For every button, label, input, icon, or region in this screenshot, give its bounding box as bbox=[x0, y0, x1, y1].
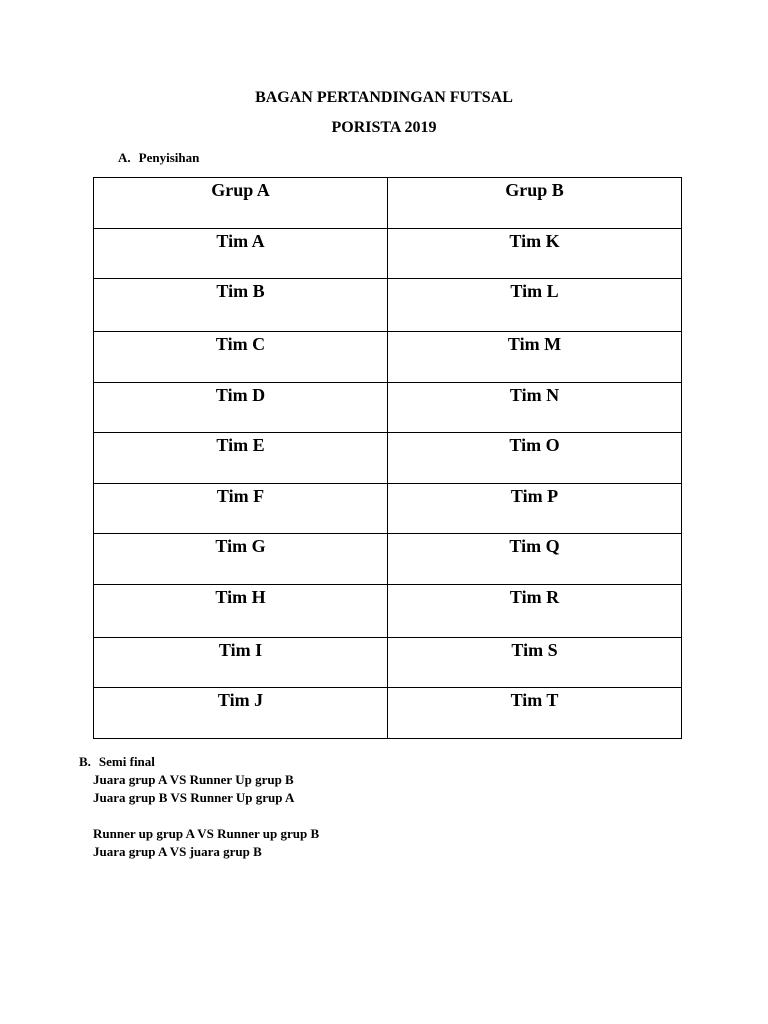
section-b bbox=[79, 753, 319, 861]
table-cell: Tim N bbox=[388, 382, 682, 433]
document-title: BAGAN PERTANDINGAN FUTSAL bbox=[255, 89, 513, 106]
table-row bbox=[94, 688, 682, 739]
section-a-number: A. bbox=[118, 150, 131, 165]
match-line: Juara grup A VS Runner Up grup B bbox=[93, 772, 294, 787]
table-cell: Tim A bbox=[94, 228, 388, 279]
header-grup-b: Grup B bbox=[388, 178, 682, 229]
table-cell: Tim R bbox=[388, 584, 682, 637]
spacer bbox=[79, 807, 319, 825]
table-row bbox=[94, 433, 682, 484]
table-cell: Tim P bbox=[388, 483, 682, 534]
table-cell: Tim S bbox=[388, 637, 682, 688]
table-header-row bbox=[94, 178, 682, 229]
table-row bbox=[94, 382, 682, 433]
match-line: Juara grup B VS Runner Up grup A bbox=[93, 790, 295, 805]
document-subtitle: PORISTA 2019 bbox=[331, 119, 437, 136]
table-cell: Tim D bbox=[94, 382, 388, 433]
table-row bbox=[94, 637, 682, 688]
match-line: Runner up grup A VS Runner up grup B bbox=[93, 826, 320, 841]
header-grup-a: Grup A bbox=[94, 178, 388, 229]
table-cell: Tim B bbox=[94, 279, 388, 332]
section-b-heading bbox=[79, 753, 319, 771]
groups-table bbox=[93, 177, 682, 739]
table-cell: Tim O bbox=[388, 433, 682, 484]
section-b-number: B. bbox=[79, 754, 91, 769]
table-cell: Tim F bbox=[94, 483, 388, 534]
match-line: Juara grup A VS juara grup B bbox=[93, 844, 262, 859]
section-a-label: Penyisihan bbox=[138, 150, 200, 165]
table-cell: Tim J bbox=[94, 688, 388, 739]
table-row bbox=[94, 332, 682, 383]
table-cell: Tim K bbox=[388, 228, 682, 279]
table-cell: Tim I bbox=[94, 637, 388, 688]
table-cell: Tim C bbox=[94, 332, 388, 383]
table-cell: Tim E bbox=[94, 433, 388, 484]
table-cell: Tim T bbox=[388, 688, 682, 739]
table-cell: Tim M bbox=[388, 332, 682, 383]
table-row bbox=[94, 584, 682, 637]
table-row bbox=[94, 534, 682, 585]
table-cell: Tim G bbox=[94, 534, 388, 585]
section-b-label: Semi final bbox=[98, 754, 155, 769]
table-cell: Tim Q bbox=[388, 534, 682, 585]
section-a-heading bbox=[118, 150, 199, 166]
table-row bbox=[94, 483, 682, 534]
table-cell: Tim H bbox=[94, 584, 388, 637]
table-row bbox=[94, 228, 682, 279]
table-row bbox=[94, 279, 682, 332]
table-cell: Tim L bbox=[388, 279, 682, 332]
